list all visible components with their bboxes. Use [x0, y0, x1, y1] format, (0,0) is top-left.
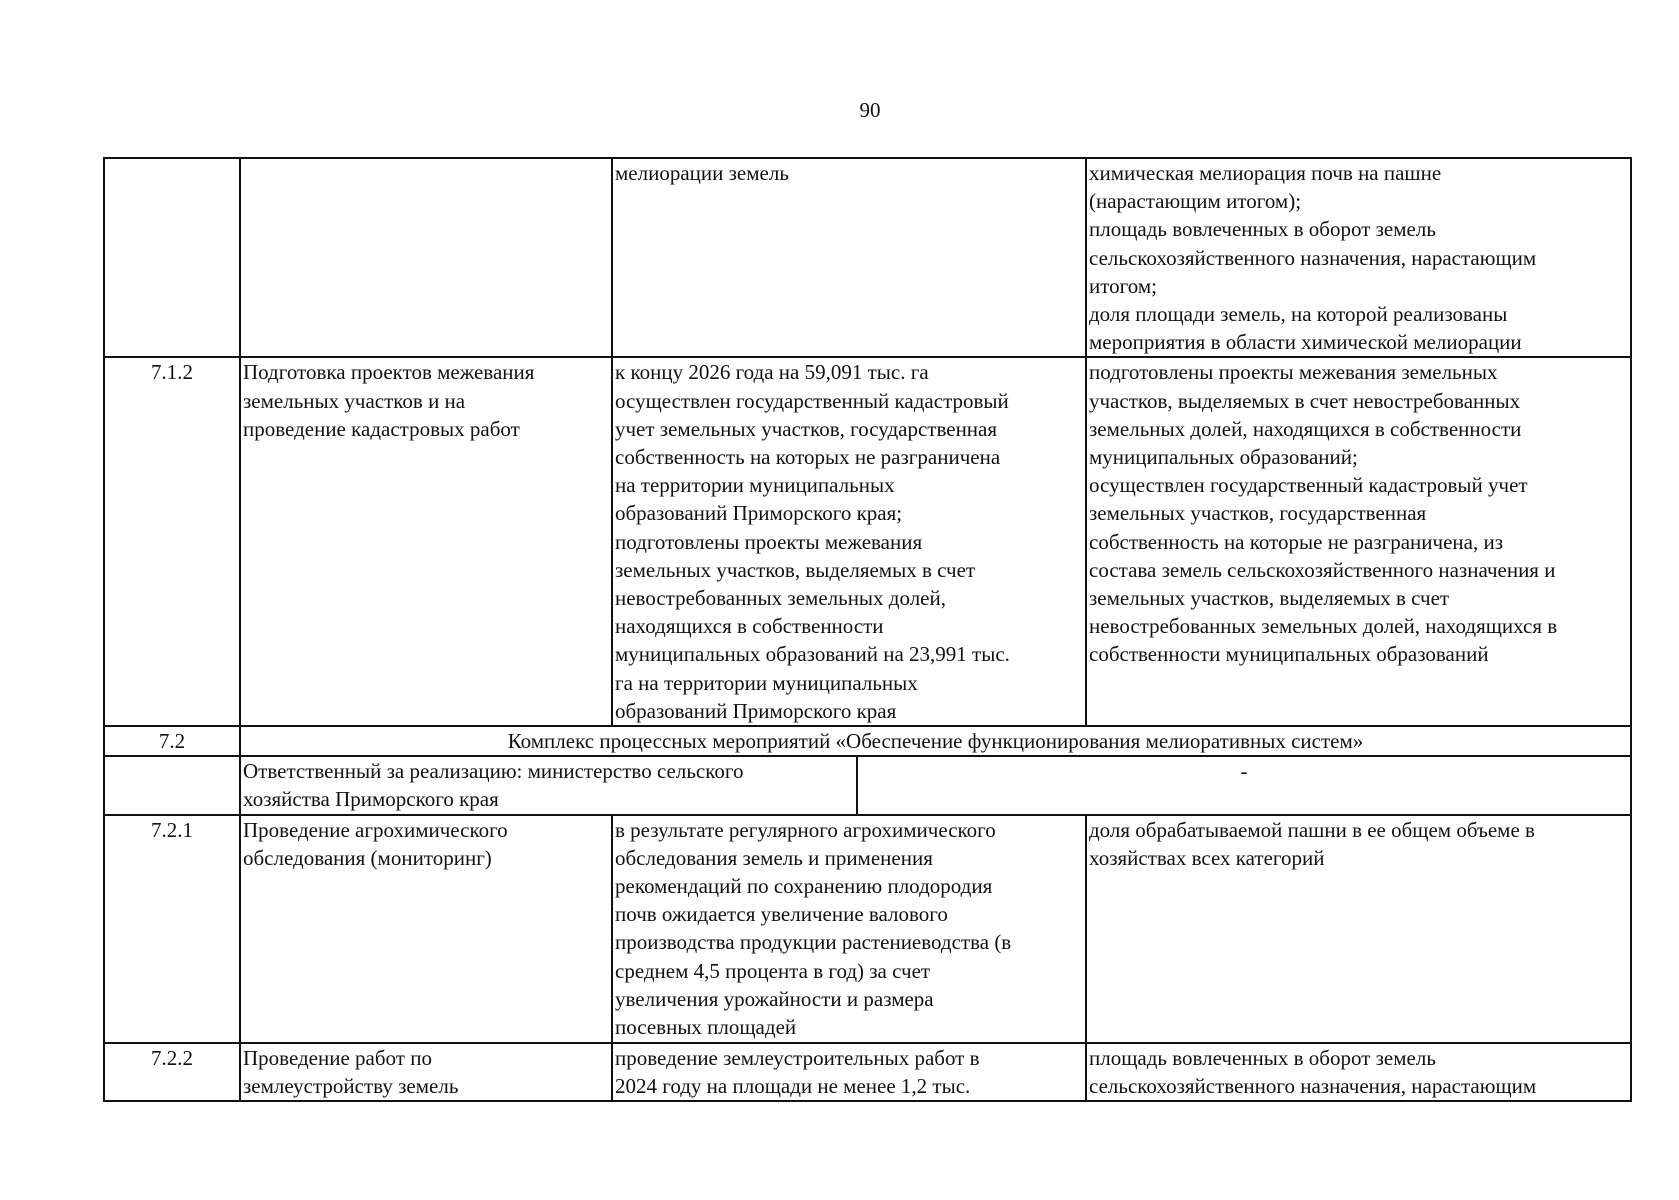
expected-result: в результате регулярного агрохимического обследования земель и применения рекомендаций по сохранению плодородия почв ожидается увеличение валового производства продукции растениеводства (в среднем 4,5 процента в год) за счет увеличения урожайности и размера посевных площадей [612, 815, 1086, 1043]
responsible-value: - [857, 756, 1631, 814]
expected-result: мелиорации земель [612, 158, 1086, 357]
table-row [104, 1043, 1631, 1101]
responsible-label: Ответственный за реализацию: министерство сельского хозяйства Приморского края [240, 756, 857, 814]
indicator: химическая мелиорация почв на пашне (нарастающим итогом); площадь вовлеченных в оборот земель сельскохозяйственного назначения, нарастающим итогом; доля площади земель, на которой реализованы мероприятия в области химической мелиорации [1086, 158, 1631, 357]
table-row [104, 357, 1631, 726]
indicator: доля обрабатываемой пашни в ее общем объеме в хозяйствах всех категорий [1086, 815, 1631, 1043]
page-number: 90 [859, 98, 881, 122]
expected-result: к концу 2026 года на 59,091 тыс. га осуществлен государственный кадастровый учет земельных участков, государственная собственность на которых не разграничена на территории муниципальных образований Приморского края; подготовлены проекты межевания земельных участков, выделяемых в счет невостребованных земельных долей, находящихся в собственности муниципальных образований на 23,991 тыс. га на территории муниципальных образований Приморского края [612, 357, 1086, 726]
row-number: 7.2.1 [104, 815, 240, 1043]
table-row [104, 158, 1631, 357]
section-header-row [104, 726, 1631, 756]
responsible-row [104, 756, 1631, 814]
indicator: площадь вовлеченных в оборот земель сельскохозяйственного назначения, нарастающим [1086, 1043, 1631, 1101]
measure-name: Проведение работ по землеустройству земель [240, 1043, 612, 1101]
expected-result: проведение землеустроительных работ в 2024 году на площади не менее 1,2 тыс. [612, 1043, 1086, 1101]
empty-cell [104, 756, 240, 814]
measures-table [103, 157, 1632, 1102]
section-number: 7.2 [104, 726, 240, 756]
measure-name: Проведение агрохимического обследования (мониторинг) [240, 815, 612, 1043]
row-number: 7.2.2 [104, 1043, 240, 1101]
row-number [104, 158, 240, 357]
measure-name [240, 158, 612, 357]
row-number: 7.1.2 [104, 357, 240, 726]
measure-name: Подготовка проектов межевания земельных участков и на проведение кадастровых работ [240, 357, 612, 726]
section-title: Комплекс процессных мероприятий «Обеспечение функционирования мелиоративных систем» [240, 726, 1631, 756]
indicator: подготовлены проекты межевания земельных участков, выделяемых в счет невостребованных земельных долей, находящихся в собственности муниципальных образований; осуществлен государственный кадастровый учет земельных участков, государственная собственность на которые не разграничена, из состава земель сельскохозяйственного назначения и земельных участков, выделяемых в счет невостребованных земельных долей, находящихся в собственности муниципальных образований [1086, 357, 1631, 726]
table-row [104, 815, 1631, 1043]
